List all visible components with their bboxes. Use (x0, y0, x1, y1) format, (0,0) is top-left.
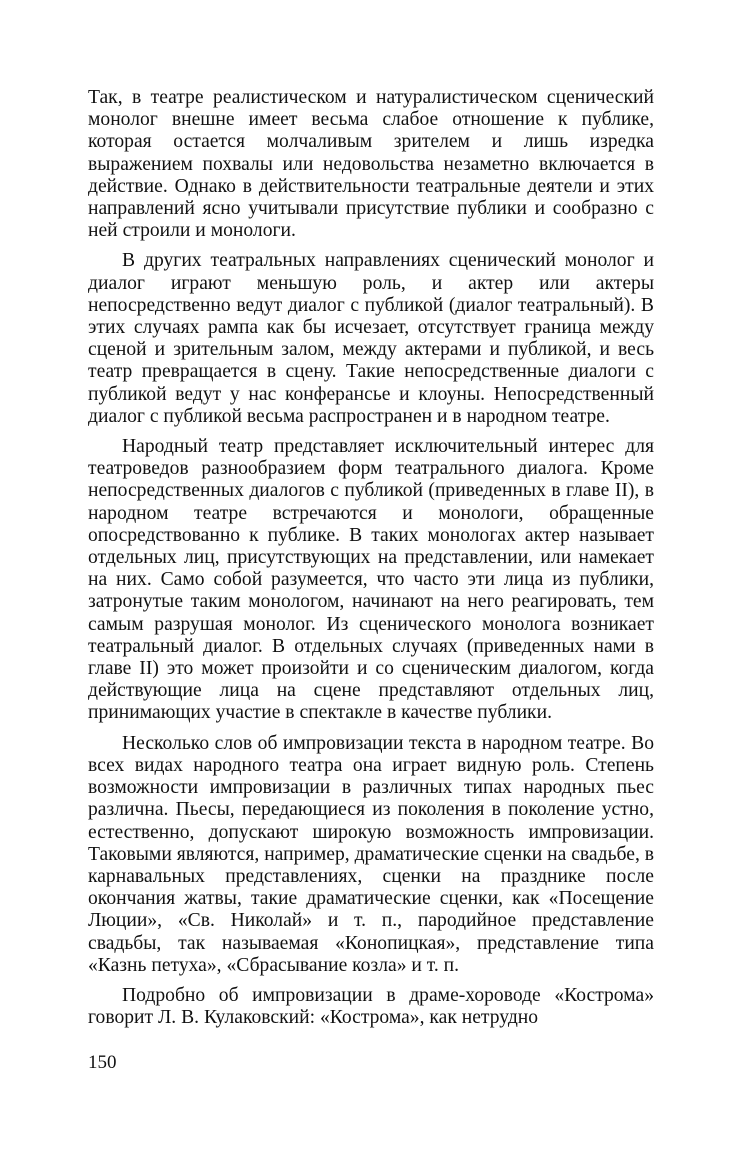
paragraph-3: Народный театр представляет исключительный интерес для театроведов разнообразием форм театрального диалога. Кроме непосредственных диалогов с публикой (приведенных в главе II), в народном театре встречаются и монологи, обращенные опосредствованно к публике. В таких монологах актер называет отдельных лиц, присутствующих на представлении, или намекает на них. Само собой разумеется, что часто эти лица из публики, затронутые таким монологом, начинают на него реагировать, тем самым разрушая монолог. Из сценического монолога возникает театральный диалог. В отдельных случаях (приведенных нами в главе II) это может произойти и со сценическим диалогом, когда действующие лица на сцене представляют отдельных лиц, принимающих участие в спектакле в качестве публики. (88, 436, 654, 724)
paragraph-2: В других театральных направлениях сценический монолог и диалог играют меньшую роль, и актер или актеры непосредственно ведут диалог с публикой (диалог театральный). В этих случаях рампа как бы исчезает, отсутствует граница между сценой и зрительным залом, между актерами и публикой, и весь театр превращается в сцену. Такие непосредственные диалоги с публикой ведут у нас конферансье и клоуны. Непосредственный диалог с публикой весьма распространен и в народном театре. (88, 250, 654, 427)
paragraph-4: Несколько слов об импровизации текста в народном театре. Во всех видах народного театра она играет видную роль. Степень возможности импровизации в различных типах народных пьес различна. Пьесы, передающиеся из поколения в поколение устно, естественно, допускают широкую возможность импровизации. Таковыми являются, например, драматические сценки на свадьбе, в карнавальных представлениях, сценки на празднике после окончания жатвы, такие драматические сценки, как «Посещение Люции», «Св. Николай» и т. п., пародийное представление свадьбы, так называемая «Конопицкая», представление типа «Казнь петуха», «Сбрасывание козла» и т. п. (88, 732, 654, 976)
page-number: 150 (88, 1052, 117, 1073)
paragraph-5: Подробно об импровизации в драме-хороводе «Кострома» говорит Л. В. Кулаковский: «Кострома», как нетрудно (88, 984, 654, 1029)
paragraph-1: Так, в театре реалистическом и натуралистическом сценический монолог внешне имеет весьма слабое отношение к публике, которая остается молчаливым зрителем и лишь изредка выражением похвалы или недовольства незаметно включается в действие. Однако в действительности театральные деятели и этих направлений ясно учитывали присутствие публики и сообразно с ней строили и монологи. (88, 87, 654, 242)
document-page (88, 87, 654, 1029)
